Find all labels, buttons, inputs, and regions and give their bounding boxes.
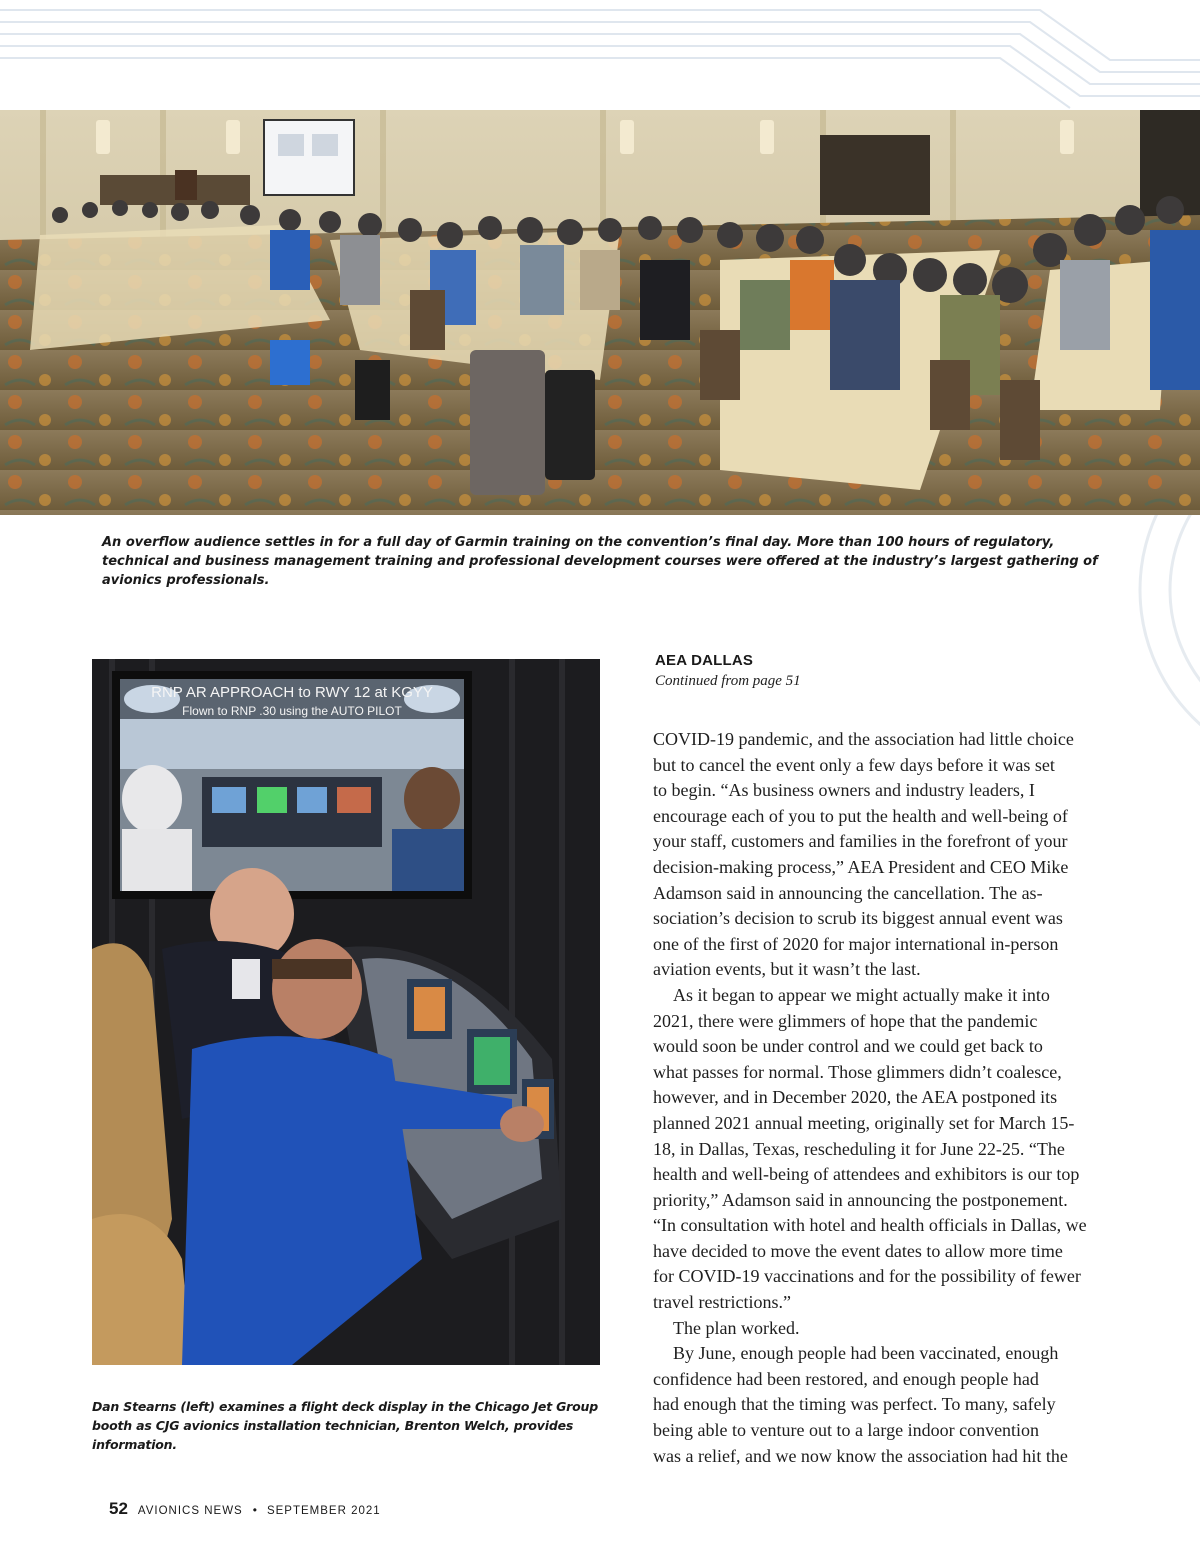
article-line: confidence had been restored, and enough people had — [653, 1368, 1039, 1389]
article-line: have decided to move the event dates to allow more time — [653, 1240, 1063, 1261]
article-line: health and well-being of attendees and exhibitors is our top — [653, 1164, 1080, 1185]
publication-name: AVIONICS NEWS — [137, 1505, 243, 1517]
article-line: however, and in December 2020, the AEA postponed its — [653, 1087, 1058, 1108]
article-line: one of the first of 2020 for major international in-person — [653, 933, 1059, 954]
page-number: 52 — [109, 1499, 128, 1518]
section-kicker: AEA DALLAS — [655, 652, 754, 669]
article-line: being able to venture out to a large indoor convention — [653, 1420, 1040, 1441]
article-line: “In consultation with hotel and health officials in Dallas, we — [653, 1215, 1087, 1236]
article-line: 2021, there were glimmers of hope that the pandemic — [653, 1010, 1038, 1031]
article-line: decision-making process,” AEA President and CEO Mike — [653, 856, 1069, 877]
article-line: was a relief, and we now know the association had hit the — [653, 1445, 1068, 1466]
article-line: your staff, customers and families in the forefront of your — [653, 831, 1068, 852]
flight-deck-display-photo — [92, 659, 600, 1365]
article-line: but to cancel the event only a few days before it was set — [653, 754, 1055, 775]
article-line: 18, in Dallas, Texas, rescheduling it for June 22-25. “The — [653, 1138, 1065, 1159]
issue-date: SEPTEMBER 2021 — [266, 1505, 381, 1517]
page-footer — [109, 1499, 381, 1519]
article-line: encourage each of you to put the health and well-being of — [653, 805, 1068, 826]
footer-separator: • — [252, 1503, 257, 1517]
continued-note: Continued from page 51 — [655, 673, 801, 689]
article-line: sociation’s decision to scrub its biggest annual event was — [653, 908, 1063, 929]
article-line: to begin. “As business owners and industry leaders, I — [653, 780, 1035, 801]
article-line: travel restrictions.” — [653, 1292, 791, 1313]
article-line: The plan worked. — [673, 1317, 800, 1338]
article-line: planned 2021 annual meeting, originally set for March 15- — [653, 1112, 1075, 1133]
left-photo-caption: Dan Stearns (left) examines a flight deck display in the Chicago Jet Group booth as CJG avionics installation technician, Brenton Welch, provides information. — [92, 1399, 598, 1452]
article-line: Adamson said in announcing the cancellation. The as- — [653, 882, 1043, 903]
top-photo-caption: An overflow audience settles in for a full day of Garmin training on the convention’s final day. More than 100 hours of regulatory, technical and business management training and professional development courses were offered at the industry’s largest gathering of avionics professionals. — [102, 535, 1098, 588]
article-line: COVID-19 pandemic, and the association had little choice — [653, 729, 1074, 749]
tv-overlay-line-2: Flown to RNP .30 using the AUTO PILOT — [182, 704, 402, 718]
article-line: would soon be under control and we could get back to — [653, 1036, 1043, 1057]
article-line: what passes for normal. Those glimmers didn’t coalesce, — [653, 1061, 1062, 1082]
article-line: had enough that the timing was perfect. To many, safely — [653, 1394, 1056, 1415]
article-line: As it began to appear we might actually make it into — [673, 984, 1050, 1005]
article-line: By June, enough people had been vaccinated, enough — [673, 1343, 1059, 1364]
article-body — [653, 727, 1103, 1469]
conference-audience-photo — [0, 110, 1200, 515]
article-line: for COVID-19 vaccinations and for the possibility of fewer — [653, 1266, 1081, 1287]
tv-overlay-line-1: RNP AR APPROACH to RWY 12 at KGYY — [151, 684, 433, 701]
article-line: aviation events, but it wasn’t the last. — [653, 959, 921, 980]
header-decorative-lines — [0, 0, 1200, 110]
article-line: priority,” Adamson said in announcing the postponement. — [653, 1189, 1068, 1210]
